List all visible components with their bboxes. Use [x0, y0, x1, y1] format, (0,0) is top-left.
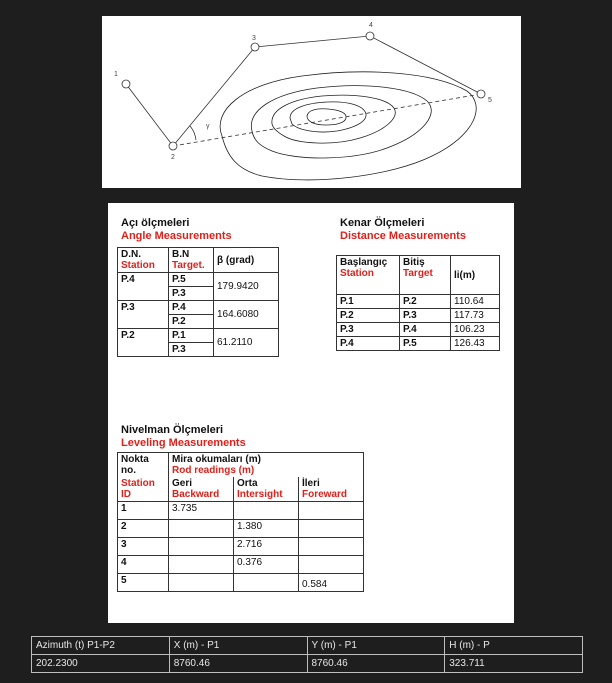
station-marker-5	[477, 90, 485, 98]
lev-row3-back	[169, 538, 234, 556]
dist-hdr-li: li(m)	[451, 256, 500, 295]
distance-title-en: Distance Measurements	[340, 230, 466, 242]
dist-row4-end: P.5	[400, 337, 451, 351]
angle-row3-station: P.2	[118, 329, 169, 343]
angle-row3-target2: P.3	[169, 343, 214, 357]
lev-row5-fore: 0.584	[299, 574, 364, 592]
lev-row1-fore	[299, 502, 364, 520]
angle-hdr-beta: β (grad)	[214, 248, 279, 273]
lev-hdr-intersight: Intersight	[237, 489, 283, 500]
summary-hdr-azimuth: Azimuth (t) P1-P2	[32, 637, 170, 655]
station-label-4: 4	[369, 22, 373, 29]
angle-row2-target2: P.2	[169, 315, 214, 329]
dist-row1-start: P.1	[337, 295, 400, 309]
lev-row5-inter	[234, 574, 299, 592]
angle-label: γ	[206, 123, 210, 130]
traverse-sketch	[102, 16, 521, 188]
dist-row1-end: P.2	[400, 295, 451, 309]
lev-hdr-backward: Backward	[172, 489, 220, 500]
lev-row1-id: 1	[118, 502, 169, 520]
lev-row4-fore	[299, 556, 364, 574]
lev-hdr-mira-tr: Mira okumaları (m)	[172, 454, 261, 465]
lev-row4-back	[169, 556, 234, 574]
summary-table	[31, 636, 583, 673]
dist-hdr-end-tr: Bitiş	[403, 257, 425, 268]
distance-title-tr: Kenar Ölçmeleri	[340, 217, 425, 229]
angle-row3-beta: 61.2110	[214, 329, 279, 357]
dist-row3-start: P.3	[337, 323, 400, 337]
angle-table	[117, 247, 279, 357]
angle-row1-target2: P.3	[169, 287, 214, 301]
lev-row2-id: 2	[118, 520, 169, 538]
distance-heading	[340, 217, 466, 243]
station-label-1: 1	[114, 71, 118, 78]
summary-hdr-x: X (m) - P1	[169, 637, 307, 655]
station-marker-1	[122, 80, 130, 88]
angle-row3-target1: P.1	[169, 329, 214, 343]
lev-row1-inter	[234, 502, 299, 520]
angle-row2-target1: P.4	[169, 301, 214, 315]
lev-row3-inter: 2.716	[234, 538, 299, 556]
angle-title-tr: Açı ölçmeleri	[121, 217, 190, 229]
dist-hdr-start-tr: Başlangıç	[340, 257, 388, 268]
lev-row1-back: 3.735	[169, 502, 234, 520]
dist-row3-li: 106.23	[451, 323, 500, 337]
station-marker-3	[251, 43, 259, 51]
station-label-5: 5	[488, 97, 492, 104]
station-label-2: 2	[171, 154, 175, 161]
angle-row1-beta: 179.9420	[214, 273, 279, 301]
leveling-title-tr: Nivelman Ölçmeleri	[121, 424, 224, 436]
dist-row2-li: 117.73	[451, 309, 500, 323]
angle-row1-station: P.4	[118, 273, 169, 287]
lev-hdr-orta: Orta	[237, 478, 258, 489]
angle-arc	[190, 126, 196, 140]
lev-row5-id: 5	[118, 574, 169, 592]
lev-hdr-nokta: Nokta	[121, 454, 149, 465]
dist-row3-end: P.4	[400, 323, 451, 337]
angle-row1-target1: P.5	[169, 273, 214, 287]
lev-hdr-foreward: Foreward	[302, 489, 348, 500]
lev-hdr-geri: Geri	[172, 478, 193, 489]
lev-hdr-mira-en: Rod readings (m)	[172, 465, 255, 476]
summary-val-x: 8760.46	[169, 655, 307, 673]
lev-row4-inter: 0.376	[234, 556, 299, 574]
dist-hdr-end-en: Target	[403, 268, 433, 279]
contour-lines	[220, 72, 476, 180]
lev-row2-inter: 1.380	[234, 520, 299, 538]
station-label-3: 3	[252, 35, 256, 42]
lev-row5-back	[169, 574, 234, 592]
summary-hdr-y: Y (m) - P1	[307, 637, 445, 655]
station-marker-4	[366, 32, 374, 40]
lev-row2-fore	[299, 520, 364, 538]
angle-heading	[121, 217, 232, 243]
leveling-heading	[121, 424, 246, 450]
summary-hdr-h: H (m) - P	[445, 637, 583, 655]
summary-val-azimuth: 202.2300	[32, 655, 170, 673]
measurement-sheet	[108, 203, 514, 623]
summary-val-h: 323.711	[445, 655, 583, 673]
summary-val-y: 8760.46	[307, 655, 445, 673]
angle-hdr-dn-en: Station	[121, 260, 155, 271]
dist-row2-start: P.2	[337, 309, 400, 323]
dist-row4-start: P.4	[337, 337, 400, 351]
lev-hdr-no: no.	[121, 465, 136, 476]
angle-row2-beta: 164.6080	[214, 301, 279, 329]
angle-title-en: Angle Measurements	[121, 230, 232, 242]
traverse-diagram	[102, 16, 521, 188]
angle-hdr-bn-en: Target.	[172, 260, 205, 271]
lev-hdr-ileri: İleri	[302, 478, 320, 489]
dist-row2-end: P.3	[400, 309, 451, 323]
dist-row1-li: 110.64	[451, 295, 500, 309]
leveling-table	[117, 452, 364, 592]
lev-row4-id: 4	[118, 556, 169, 574]
distance-table	[336, 255, 500, 351]
lev-row2-back	[169, 520, 234, 538]
dist-row4-li: 126.43	[451, 337, 500, 351]
lev-hdr-id: ID	[121, 489, 131, 500]
leveling-title-en: Leveling Measurements	[121, 437, 246, 449]
dist-hdr-start-en: Station	[340, 268, 374, 279]
lev-hdr-station: Station	[121, 478, 155, 489]
lev-row3-id: 3	[118, 538, 169, 556]
angle-hdr-bn-tr: B.N	[172, 249, 190, 260]
station-marker-2	[169, 142, 177, 150]
angle-row2-station: P.3	[118, 301, 169, 315]
angle-hdr-dn-tr: D.N.	[121, 249, 141, 260]
lev-row3-fore	[299, 538, 364, 556]
